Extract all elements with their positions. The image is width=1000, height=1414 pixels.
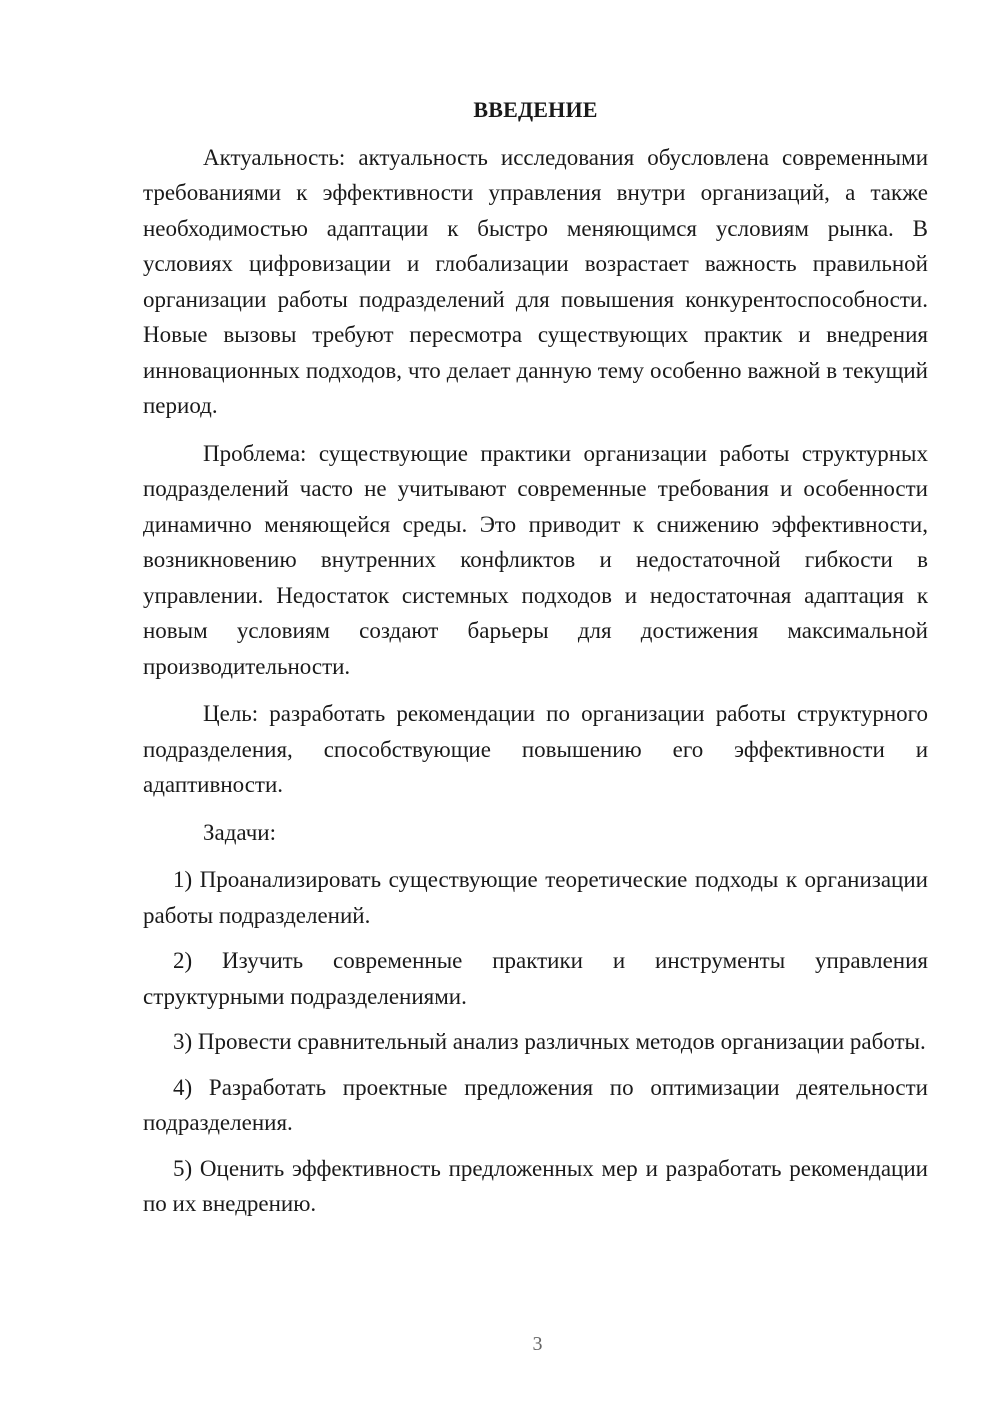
task-item: 2) Изучить современные практики и инструменты управления структурными подразделениями. [143,948,928,1009]
task-item: 3) Провести сравнительный анализ различных методов организации работы. [173,1029,926,1054]
tasks-list [143,862,928,1222]
paragraph-problem: Проблема: существующие практики организации работы структурных подразделений часто не учитывают современные требования и особенности динамично меняющейся среды. Это приводит к снижению эффективности, возникновению внутренних конфликтов и недостаточной гибкости в управлении. Недостаток системных подходов и недостаточная адаптация к новым условиям создают барьеры для достижения максимальной производительности. [143,440,928,679]
task-item: 4) Разработать проектные предложения по оптимизации деятельности подразделения. [143,1074,928,1135]
task-item: 5) Оценить эффективность предложенных мер и разработать рекомендации по их внедрению. [143,1155,928,1216]
task-item: 1) Проанализировать существующие теоретические подходы к организации работы подразделений. [143,867,928,928]
page-title: ВВЕДЕНИЕ [473,97,598,122]
page-number: 3 [532,1333,543,1355]
tasks-heading: Задачи: [203,819,276,845]
page-content [143,92,928,1232]
paragraph-relevance: Актуальность: актуальность исследования обусловлена современными требованиями к эффективности управления внутри организаций, а также необходимостью адаптации к быстро меняющимся условиям рынка. В условиях цифровизации и глобализации возрастает важность правильной организации работы подразделений для повышения конкурентоспособности. Новые вызовы требуют пересмотра существующих практик и внедрения инновационных подходов, что делает данную тему особенно важной в текущий период. [143,144,928,418]
paragraph-goal: Цель: разработать рекомендации по организации работы структурного подразделения, способствующие повышению его эффективности и адаптивности. [143,701,928,797]
